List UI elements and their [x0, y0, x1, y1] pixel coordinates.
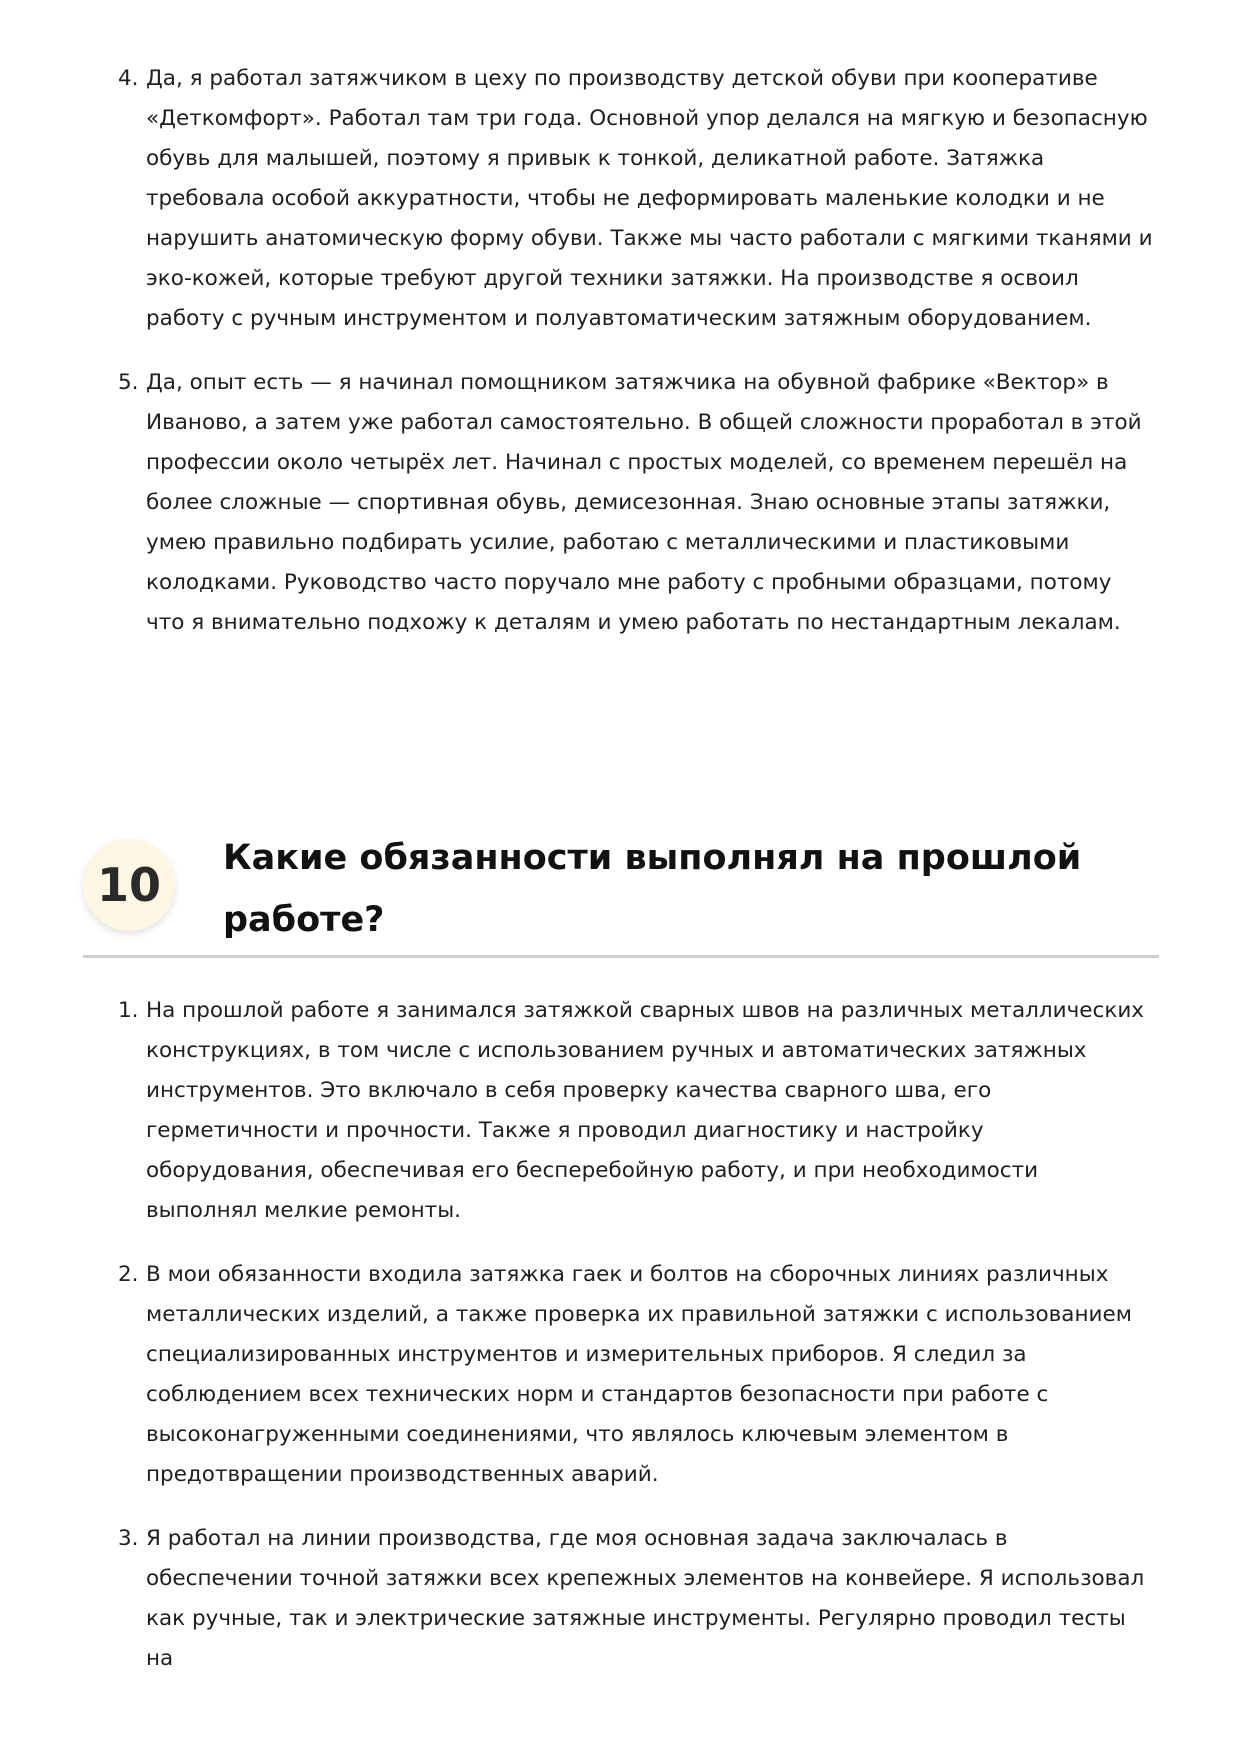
previous-answers-list — [0, 59, 1156, 643]
list-item-number: 3. — [118, 1526, 139, 1551]
list-item — [118, 59, 1156, 339]
list-item-text: На прошлой работе я занимался затяжкой сварных швов на различных металлических конструкциях, в том числе с использованием ручных и автоматических затяжных инструментов. Это включало в себя проверку качества сварного шва, его герметичности и прочности. Также я проводил диагностику и настройку оборудования, обеспечивая его бесперебойную работу, и при необходимости выполнял мелкие ремонты. — [146, 998, 1145, 1223]
list-item — [118, 1255, 1156, 1495]
list-item — [118, 1519, 1156, 1679]
list-item-text: В мои обязанности входила затяжка гаек и болтов на сборочных линиях различных металлических изделий, а также проверка их правильной затяжки с использованием специализированных инструментов и измерительных приборов. Я следил за соблюдением всех технических норм и стандартов безопасности при работе с высоконагруженными соединениями, что являлось ключевым элементом в предотвращении производственных аварий. — [146, 1262, 1132, 1487]
list-item-text: Да, опыт есть — я начинал помощником затяжчика на обувной фабрике «Вектор» в Иваново, а затем уже работал самостоятельно. В общей сложности проработал в этой профессии около четырёх лет. Начинал с простых моделей, со временем перешёл на более сложные — спортивная обувь, демисезонная. Знаю основные этапы затяжки, умею правильно подбирать усилие, работаю с металлическими и пластиковыми колодками. Руководство часто поручало мне работу с пробными образцами, потому что я внимательно подхожу к деталям и умею работать по нестандартным лекалам. — [146, 370, 1142, 635]
list-item-number: 4. — [118, 66, 139, 91]
list-item-number: 1. — [118, 998, 139, 1023]
question-number-badge: 10 — [83, 839, 175, 931]
list-item-number: 5. — [118, 370, 139, 395]
list-item-text: Да, я работал затяжчиком в цеху по производству детской обуви при кооперативе «Деткомфорт». Работал там три года. Основной упор делался на мягкую и безопасную обувь для малышей, поэтому я привык к тонкой, деликатной работе. Затяжка требовала особой аккуратности, чтобы не деформировать маленькие колодки и не нарушить анатомическую форму обуви. Также мы часто работали с мягкими тканями и эко-кожей, которые требуют другой техники затяжки. На производстве я освоил работу с ручным инструментом и полуавтоматическим затяжным оборудованием. — [146, 66, 1153, 331]
list-item-text: Я работал на линии производства, где моя основная задача заключалась в обеспечении точной затяжки всех крепежных элементов на конвейере. Я использовал как ручные, так и электрические затяжные инструменты. Регулярно проводил тесты на — [146, 1526, 1145, 1671]
list-item-number: 2. — [118, 1262, 139, 1287]
answers-list — [0, 991, 1156, 1679]
list-item — [118, 991, 1156, 1231]
list-item — [118, 363, 1156, 643]
question-title: Какие обязанности выполнял на прошлой работе? — [223, 838, 1082, 940]
question-header — [83, 815, 1159, 958]
